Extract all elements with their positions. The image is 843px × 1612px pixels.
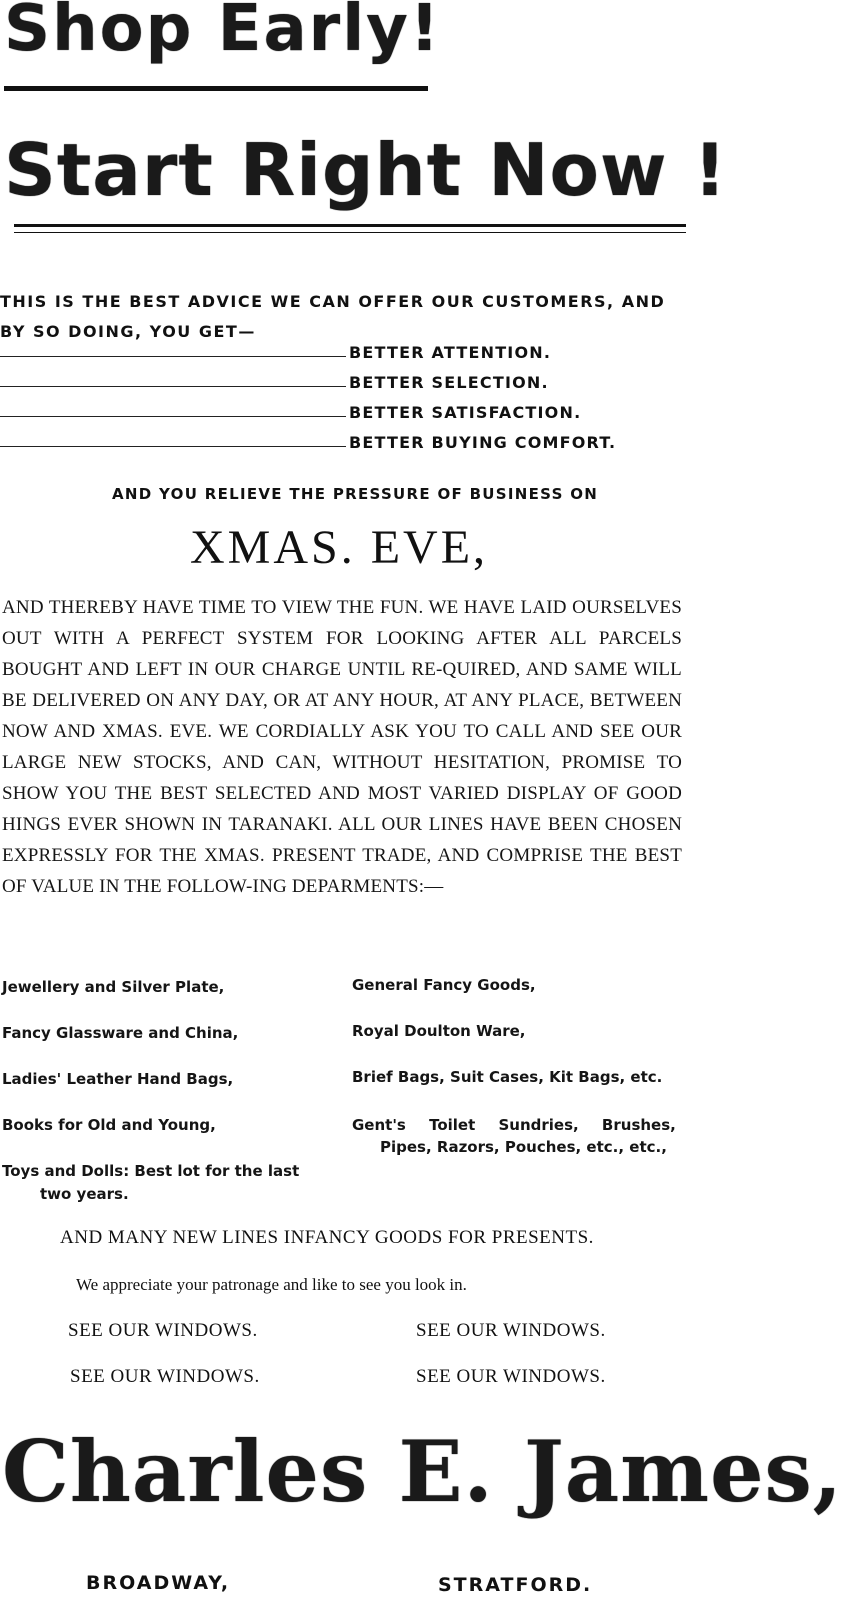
headline-underline [4,86,428,91]
main-rule-thick [14,224,686,227]
dept-glassware: Fancy Glassware and China, [2,1024,239,1042]
leader-line [0,356,346,357]
benefit-satisfaction: BETTER SATISFACTION. [349,403,582,422]
dept-books: Books for Old and Young, [2,1116,216,1134]
benefit-attention: BETTER ATTENTION. [349,343,552,362]
address-town: STRATFORD. [438,1574,593,1596]
merchant-signature: Charles E. James, [2,1422,843,1521]
dept-handbags: Ladies' Leather Hand Bags, [2,1070,234,1088]
intro-line-1: THIS IS THE BEST ADVICE WE CAN OFFER OUR CUSTOMERS, AND [0,292,666,311]
see-windows-3: SEE OUR WINDOWS. [70,1366,260,1387]
benefit-row [0,403,700,427]
dept-fancy-goods: General Fancy Goods, [352,976,536,994]
benefit-buying-comfort: BETTER BUYING COMFORT. [349,433,617,452]
benefit-selection: BETTER SELECTION. [349,373,549,392]
main-rule-thin [14,232,686,233]
body-paragraph: AND THEREBY HAVE TIME TO VIEW THE FUN. WE HAVE LAID OURSELVES OUT WITH A PERFECT SYSTEM FOR LOOKING AFTER ALL PARCELS BOUGHT AND LEFT IN OUR CHARGE UNTIL RE-QUIRED, AND SAME WILL BE DELIVERED ON ANY DAY, OR AT ANY HOUR, AT ANY PLACE, BETWEEN NOW AND XMAS. EVE. WE CORDIALLY ASK YOU TO CALL AND SEE OUR LARGE NEW STOCKS, AND CAN, WITHOUT HESITATION, PROMISE TO SHOW YOU THE BEST SELECTED AND MOST VARIED DISPLAY OF GOOD HINGS EVER SHOWN IN TARANAKI. ALL OUR LINES HAVE BEEN CHOSEN EXPRESSLY FOR THE XMAS. PRESENT TRADE, AND COMPRISE THE BEST OF VALUE IN THE FOLLOW-ING DEPARMENTS:— [2,597,682,897]
dept-pipes: Pipes, Razors, Pouches, etc., etc., [380,1138,667,1156]
dept-jewellery: Jewellery and Silver Plate, [2,978,225,996]
dept-brief-bags: Brief Bags, Suit Cases, Kit Bags, etc. [352,1068,663,1086]
leader-line [0,446,346,447]
benefit-row [0,433,700,457]
leader-line [0,416,346,417]
xmas-eve-heading: XMAS. EVE, [190,521,489,574]
see-windows-2: SEE OUR WINDOWS. [416,1320,606,1341]
many-new-lines: AND MANY NEW LINES INFANCY GOODS FOR PRESENTS. [60,1227,594,1248]
appreciate-line: We appreciate your patronage and like to see you look in. [76,1275,467,1294]
headline-shop-early: Shop Early! [4,0,442,66]
headline-start-right-now: Start Right Now ! [4,128,728,212]
dept-doulton: Royal Doulton Ware, [352,1022,526,1040]
see-windows-4: SEE OUR WINDOWS. [416,1366,606,1387]
relieve-line: AND YOU RELIEVE THE PRESSURE OF BUSINESS ON [112,485,599,503]
dept-toys-cont: two years. [40,1185,129,1203]
dept-toys: Toys and Dolls: Best lot for the last [2,1162,300,1180]
address-street: BROADWAY, [86,1572,231,1594]
benefit-row [0,343,700,367]
benefit-row [0,373,700,397]
intro-line-2: BY SO DOING, YOU GET— [0,322,256,341]
see-windows-1: SEE OUR WINDOWS. [68,1320,258,1341]
dept-toilet-sundries: Gent's Toilet Sundries, Brushes, [352,1116,676,1134]
leader-line [0,386,346,387]
